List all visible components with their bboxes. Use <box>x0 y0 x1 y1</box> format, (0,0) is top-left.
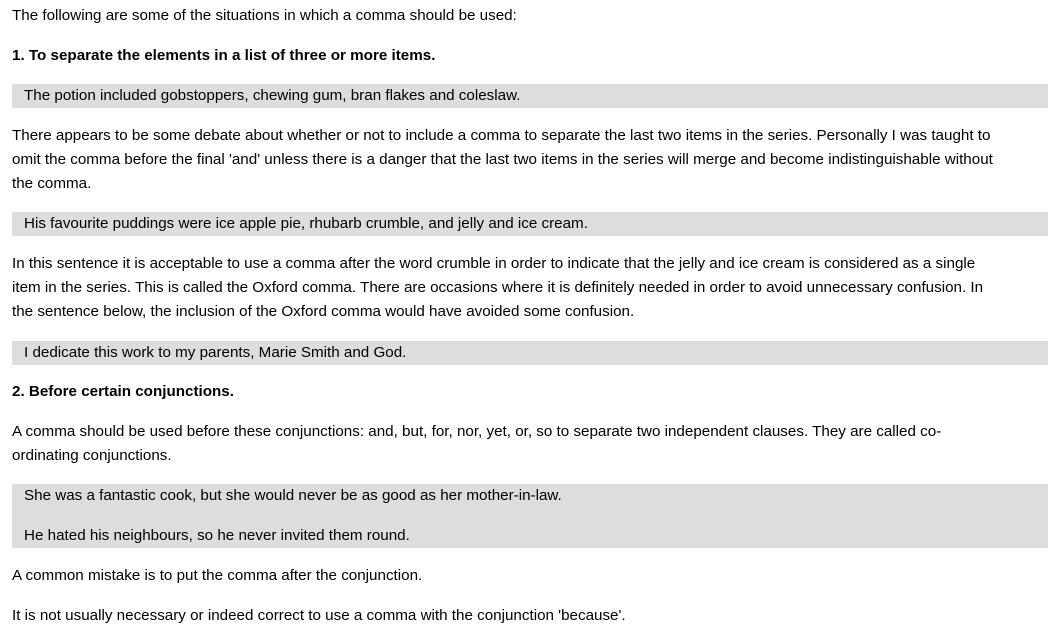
paragraph-line: item in the series. This is called the Oxford comma. There are occasions where it is definitely needed in order to avoid unnecessary confusion. In <box>12 279 984 296</box>
example-block-4 <box>12 484 1048 548</box>
example-block-2 <box>12 212 1048 236</box>
section2-heading: 2. Before certain conjunctions. <box>12 383 234 400</box>
section1-heading: 1. To separate the elements in a list of three or more items. <box>12 47 436 64</box>
intro-text: The following are some of the situations in which a comma should be used: <box>12 7 517 24</box>
paragraph-line: There appears to be some debate about whether or not to include a comma to separate the last two items in the series. Personally I was taught to <box>12 127 991 144</box>
example-sentence: He hated his neighbours, so he never invited them round. <box>24 527 410 544</box>
paragraph-line: A common mistake is to put the comma after the conjunction. <box>12 567 423 584</box>
example-sentence: She was a fantastic cook, but she would never be as good as her mother-in-law. <box>24 487 562 504</box>
paragraph-line: A comma should be used before these conjunctions: and, but, for, nor, yet, or, so to separate two independent clauses. They are called co- <box>12 423 942 440</box>
paragraph-line: the sentence below, the inclusion of the Oxford comma would have avoided some confusion. <box>12 303 635 320</box>
example-block-1 <box>12 84 1048 108</box>
paragraph-line: ordinating conjunctions. <box>12 447 172 464</box>
example-block-3 <box>12 341 1048 365</box>
paragraph-line: omit the comma before the final 'and' unless there is a danger that the last two items in the series will merge and become indistinguishable without <box>12 151 993 168</box>
paragraph-line: In this sentence it is acceptable to use a comma after the word crumble in order to indicate that the jelly and ice cream is considered as a single <box>12 255 976 272</box>
paragraph-line: the comma. <box>12 175 92 192</box>
example-sentence: His favourite puddings were ice apple pie, rhubarb crumble, and jelly and ice cream. <box>24 215 588 232</box>
example-sentence: I dedicate this work to my parents, Marie Smith and God. <box>24 344 407 361</box>
paragraph-line: It is not usually necessary or indeed correct to use a comma with the conjunction 'because'. <box>12 607 626 624</box>
example-sentence: The potion included gobstoppers, chewing gum, bran flakes and coleslaw. <box>24 87 521 104</box>
